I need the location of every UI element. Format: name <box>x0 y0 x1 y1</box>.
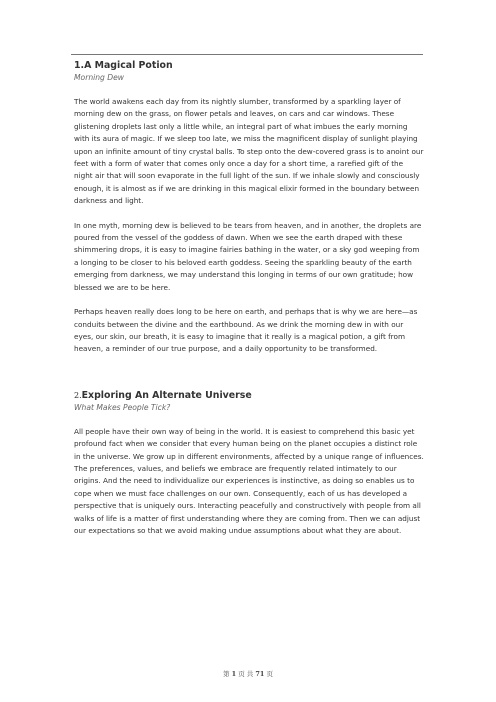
paragraph: All people have their own way of being in the world. It is easiest to comprehend this basic yet profound fact when we consider that every human being on the planet occupies a distinct role in the universe. We grow up in different environments, affected by a unique range of influences. The preferences, values, and beliefs we embrace are frequently related intimately to our origins. And the need to individualize our experiences is instinctive, as doing so enables us to cope when we must face challenges on our own. Consequently, each of us has developed a perspective that is uniquely ours. Interacting peacefully and constructively with people from all walks of life is a matter of first understanding where they are coming from. Then we can adjust our expectations so that we avoid making undue assumptions about what they are about. <box>74 426 424 535</box>
section-1 <box>74 60 424 356</box>
section-number: 2. <box>74 390 82 400</box>
section-title <box>74 390 424 402</box>
header-rule <box>71 54 423 55</box>
total-pages: 71 <box>255 670 265 678</box>
section-title-text: A Magical Potion <box>84 60 173 71</box>
section-number: 1. <box>74 60 85 71</box>
footer-mid: 页 共 <box>238 670 254 678</box>
section-title <box>74 60 424 72</box>
paragraph: Perhaps heaven really does long to be here on earth, and perhaps that is why we are here—as conduits between the divine and the earthbound. As we drink the morning dew in with our eyes, our skin, our breath, it is easy to imagine that it really is a magical potion, a gift from heaven, a reminder of our true purpose, and a daily opportunity to be transformed. <box>74 307 418 354</box>
paragraph: The world awakens each day from its nightly slumber, transformed by a sparkling layer of morning dew on the grass, on flower petals and leaves, on cars and car windows. These glistening droplets last only a little while, an integral part of what imbues the early morning with its aura of magic. If we sleep too late, we miss the magnificent display of sunlight playing upon an infinite amount of tiny crystal balls. To step onto the dew-covered grass is to anoint our feet with a form of water that comes only once a day for a short time, a rarefied gift of the night air that will soon evaporate in the full light of the sun. If we inhale slowly and consciously enough, it is almost as if we are drinking in this magical elixir formed in the boundary between darkness and light. <box>74 97 424 206</box>
section-2 <box>74 390 424 538</box>
document-body <box>74 60 424 549</box>
page-number: 1 <box>231 670 237 678</box>
page-footer <box>0 669 496 678</box>
section-title-text: Exploring An Alternate Universe <box>81 389 252 401</box>
section-subtitle: Morning Dew <box>74 73 125 82</box>
section-subtitle: What Makes People Tick? <box>74 402 171 412</box>
footer-suffix: 页 <box>266 670 273 678</box>
paragraph: In one myth, morning dew is believed to be tears from heaven, and in another, the droplets are poured from the vessel of the goddess of dawn. When we see the earth draped with these shimmering drops, it is easy to imagine fairies bathing in the water, or a sky god weeping from a longing to be closer to his beloved earth goddess. Seeing the sparkling beauty of the earth emerging from darkness, we may understand this longing in terms of our own gratitude; how blessed we are to be here. <box>74 220 422 292</box>
footer-prefix: 第 <box>223 670 230 678</box>
